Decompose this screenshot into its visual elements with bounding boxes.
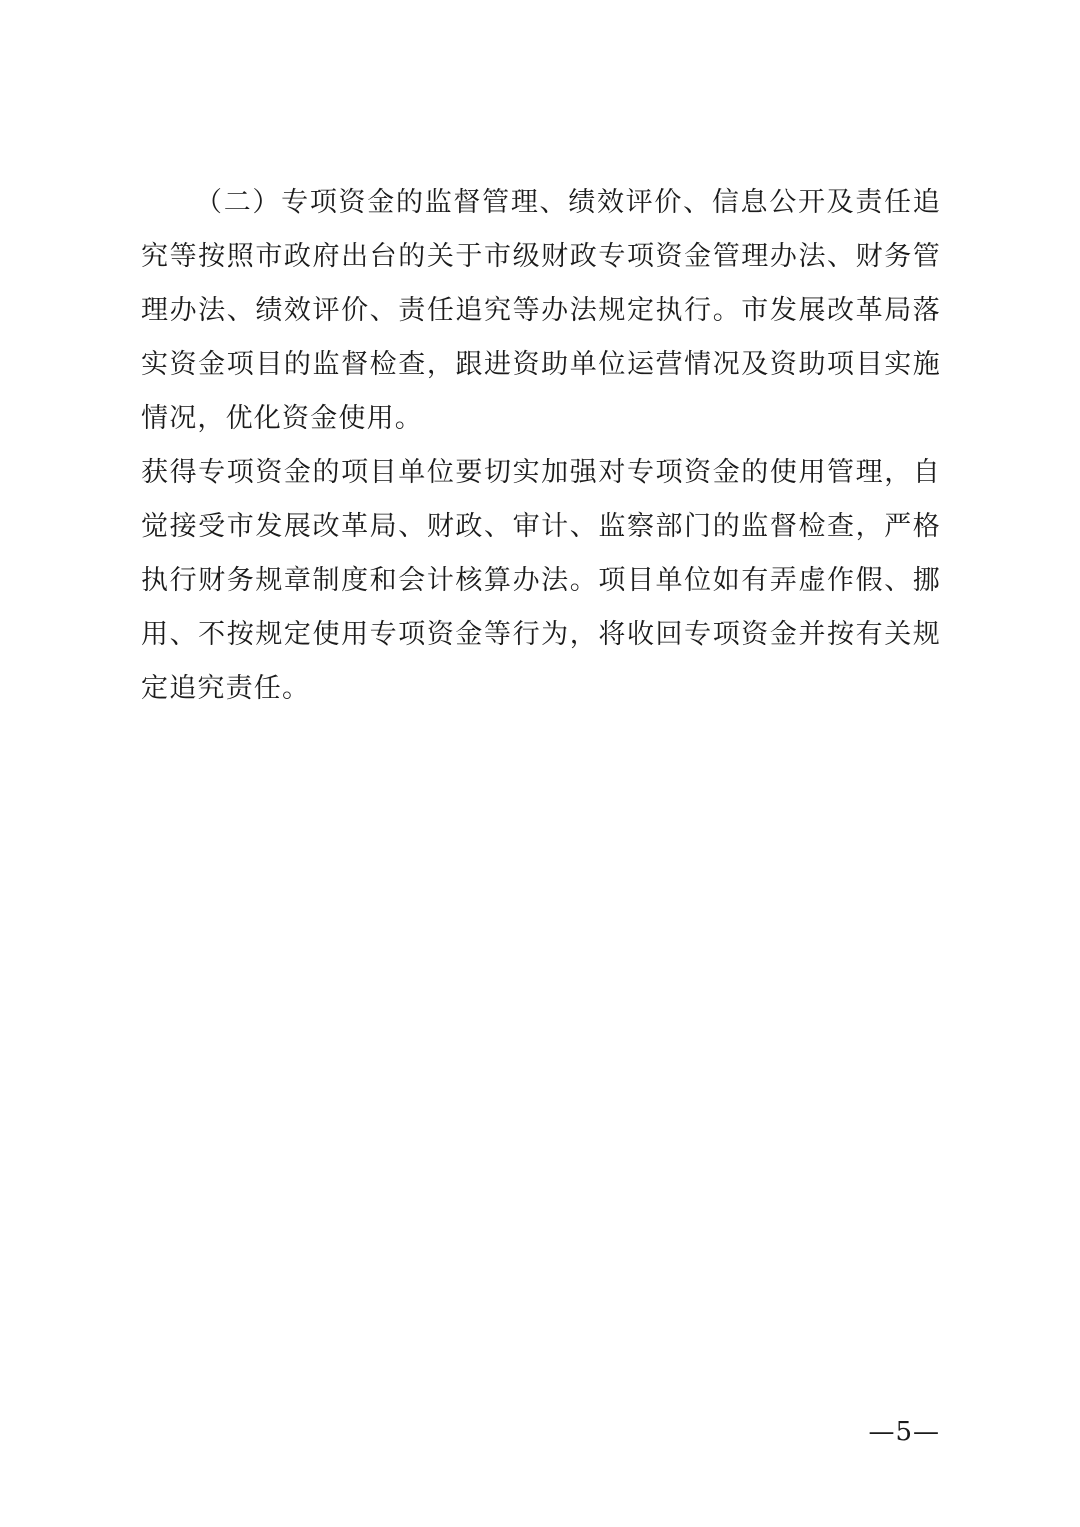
paragraph-supervision: （二）专项资金的监督管理、绩效评价、信息公开及责任追究等按照市政府出台的关于市级财政专项资金管理办法、财务管理办法、绩效评价、责任追究等办法规定执行。市发展改革局落实资金项目的监督检查，跟进资助单位运营情况及资助项目实施情况，优化资金使用。 <box>141 187 941 434</box>
page-number: —5— <box>868 1417 940 1447</box>
document-body <box>141 176 941 716</box>
paragraph-project-units: 获得专项资金的项目单位要切实加强对专项资金的使用管理，自觉接受市发展改革局、财政、审计、监察部门的监督检查，严格执行财务规章制度和会计核算办法。项目单位如有弄虚作假、挪用、不按规定使用专项资金等行为，将收回专项资金并按有关规定追究责任。 <box>141 457 941 704</box>
